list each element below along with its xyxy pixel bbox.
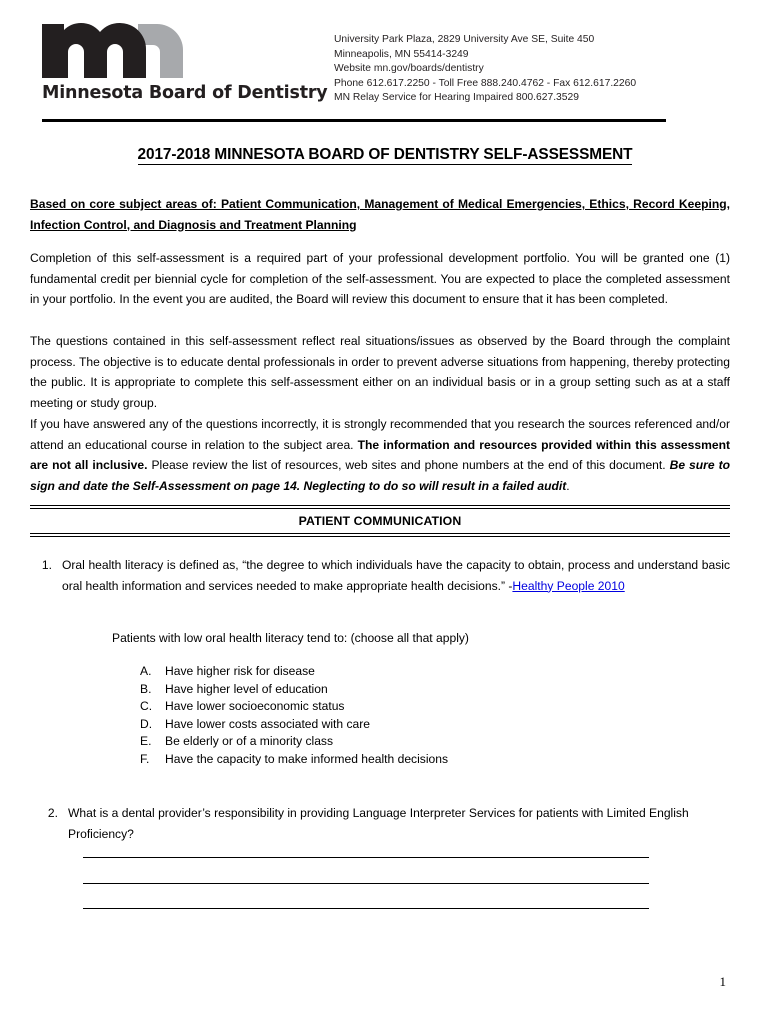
paragraph-3-part-3: . bbox=[566, 478, 570, 493]
page-number: 1 bbox=[719, 974, 726, 989]
question-2-answer-lines bbox=[83, 857, 649, 934]
option-d-label: Have lower costs associated with care bbox=[165, 716, 371, 731]
paragraph-3-bold: The information and resources provided within this assessment are not all inclusive. bbox=[30, 437, 730, 472]
page-title bbox=[30, 146, 740, 164]
option-a-label: Have higher risk for disease bbox=[165, 664, 315, 678]
question-2-text: What is a dental provider’s responsibility in providing Language Interpreter Services for patients with Limited English Proficiency? bbox=[68, 806, 689, 841]
option-e[interactable] bbox=[140, 733, 448, 751]
address-block bbox=[334, 33, 636, 106]
intro-paragraph-3 bbox=[30, 414, 730, 496]
option-d-letter: D. bbox=[140, 716, 153, 731]
intro-paragraph-2: The questions contained in this self-assessment reflect real situations/issues as observed by the Board through the complaint process. The objective is to educate dental professionals in order to prevent adverse situations from happening, thereby protecting the public. It is appropriate to complete this self-assessment either on an individual basis or in a group setting such as at a staff meeting or study group. bbox=[30, 334, 730, 410]
option-e-letter: E. bbox=[140, 734, 152, 749]
option-b-letter: B. bbox=[140, 681, 152, 696]
question-1-options bbox=[140, 663, 448, 769]
question-1-subprompt: Patients with low oral health literacy tend to: (choose all that apply) bbox=[112, 631, 469, 645]
address-line: MN Relay Service for Hearing Impaired 800.627.3529 bbox=[334, 92, 579, 104]
question-1-text bbox=[62, 555, 730, 596]
logo-wordmark: Minnesota Board of Dentistry bbox=[42, 83, 328, 103]
option-c-label: Have lower socioeconomic status bbox=[165, 699, 345, 714]
option-b[interactable] bbox=[140, 681, 448, 699]
option-e-label: Be elderly or of a minority class bbox=[165, 734, 334, 749]
page-title-text: 2017-2018 MINNESOTA BOARD OF DENTISTRY SELF-ASSESSMENT bbox=[137, 146, 633, 163]
answer-line[interactable] bbox=[83, 883, 649, 884]
question-2 bbox=[30, 803, 710, 844]
question-2-number: 2. bbox=[47, 806, 58, 820]
question-1 bbox=[30, 555, 730, 596]
option-c[interactable] bbox=[140, 698, 448, 716]
address-line: Phone 612.617.2250 - Toll Free 888.240.4762 - Fax 612.617.2260 bbox=[334, 77, 637, 89]
option-a-letter: A. bbox=[140, 664, 152, 678]
section-heading-patient-communication: PATIENT COMMUNICATION bbox=[30, 505, 730, 537]
paragraph-3-bold-italic: Be sure to sign and date the Self-Assessment on page 14. Neglecting to do so will result in a failed audit bbox=[30, 458, 730, 493]
subject-areas-text: Based on core subject areas of: Patient Communication, Management of Medical Emergencies, Ethics, Record Keeping, Infection Control, and Diagnosis and Treatment Planning bbox=[30, 197, 730, 232]
option-b-label: Have higher level of education bbox=[165, 681, 328, 696]
option-c-letter: C. bbox=[140, 699, 153, 714]
intro-paragraph-1: Completion of this self-assessment is a required part of your professional development portfolio. You will be granted one (1) fundamental credit per biennial cycle for completion of the self-assessment. You are expected to place the completed assessment in your portfolio. In the event you are audited, the Board will review this document to ensure that it has been completed. bbox=[30, 251, 730, 306]
option-d[interactable] bbox=[140, 716, 448, 734]
paragraph-3-part-2: Please review the list of resources, web sites and phone numbers at the end of this document. bbox=[147, 458, 670, 472]
option-f-label: Have the capacity to make informed health decisions bbox=[165, 751, 449, 766]
answer-line[interactable] bbox=[83, 908, 649, 909]
option-f-letter: F. bbox=[140, 751, 150, 766]
logo-block bbox=[42, 20, 328, 103]
address-line: Minneapolis, MN 55414-3249 bbox=[334, 48, 469, 60]
mn-logo-icon bbox=[42, 20, 194, 80]
address-line: Website mn.gov/boards/dentistry bbox=[334, 63, 484, 75]
healthy-people-2010-link[interactable]: Healthy People 2010 bbox=[512, 578, 625, 593]
subject-areas-line bbox=[30, 194, 730, 235]
address-line: University Park Plaza, 2829 University Ave SE, Suite 450 bbox=[334, 34, 595, 45]
option-f[interactable] bbox=[140, 751, 448, 769]
question-1-number: 1. bbox=[41, 558, 52, 572]
answer-line[interactable] bbox=[83, 857, 649, 858]
question-1-body: Oral health literacy is defined as, “the degree to which individuals have the capacity to obtain, process and understand basic oral health information and services needed to make appropriate health decisions.” - bbox=[62, 558, 730, 593]
option-a[interactable] bbox=[140, 663, 448, 681]
paragraph-3-part-1: If you have answered any of the questions incorrectly, it is strongly recommended that you research the sources referenced and/or attend an educational course in relation to the subject area. bbox=[30, 417, 730, 452]
header-divider bbox=[42, 119, 666, 122]
letterhead bbox=[42, 20, 666, 112]
